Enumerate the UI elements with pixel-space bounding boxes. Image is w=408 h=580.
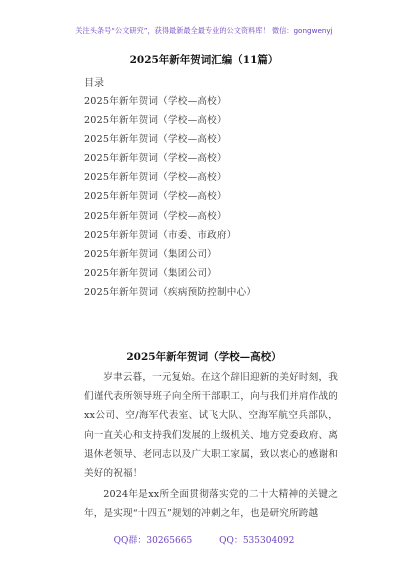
footer-qq: QQ：535304092 [219,536,295,546]
toc-item[interactable]: 2025年新年贺词（学校—高校） [84,96,227,107]
toc-item[interactable]: 2025年新年贺词（学校—高校） [84,115,227,127]
document-title: 2025年新年贺词汇编（11篇） [129,54,279,66]
toc-item[interactable]: 2025年新年贺词（学校—高校） [84,191,227,203]
toc-heading: 目录 [84,78,104,89]
table-of-contents [84,92,256,302]
body-paragraph: 2024年是xx所全面贯彻落实党的二十大精神的关键之年，是实现“十四五”规划的冲刺之年，也是研究所跨越 [84,489,338,520]
toc-item[interactable]: 2025年新年贺词（学校—高校） [84,210,227,222]
body-paragraph: 岁聿云暮，一元复始。在这个辞旧迎新的美好时刻，我们谨代表所领导班子向全所干部职工，向与我们并肩作战的xx公司、空/海军代表室、试飞大队、空海军航空兵部队，向一直关心和支持我们发展的上级机关、地方党委政府、离退休老领导、老同志以及广大职工家属，致以衷心的感谢和美好的祝福！ [84,372,338,480]
header-banner: 关注头条号“公文研究”，获得最新最全最专业的公文资料库！ 微信：gongwenyj [75,26,333,35]
toc-item[interactable]: 2025年新年贺词（学校—高校） [84,153,227,165]
toc-item[interactable]: 2025年新年贺词（学校—高校） [84,134,227,146]
footer-qq-group: QQ群：30265665 [113,536,193,546]
toc-item[interactable]: 2025年新年贺词（疾病预防控制中心） [84,286,257,298]
toc-item[interactable]: 2025年新年贺词（学校—高校） [84,172,227,184]
section-title: 2025年新年贺词（学校—高校） [126,351,282,363]
toc-item[interactable]: 2025年新年贺词（市委、市政府） [84,229,237,241]
toc-item[interactable]: 2025年新年贺词（集团公司） [84,267,217,279]
toc-item[interactable]: 2025年新年贺词（集团公司） [84,248,217,260]
footer-contacts [0,533,408,546]
